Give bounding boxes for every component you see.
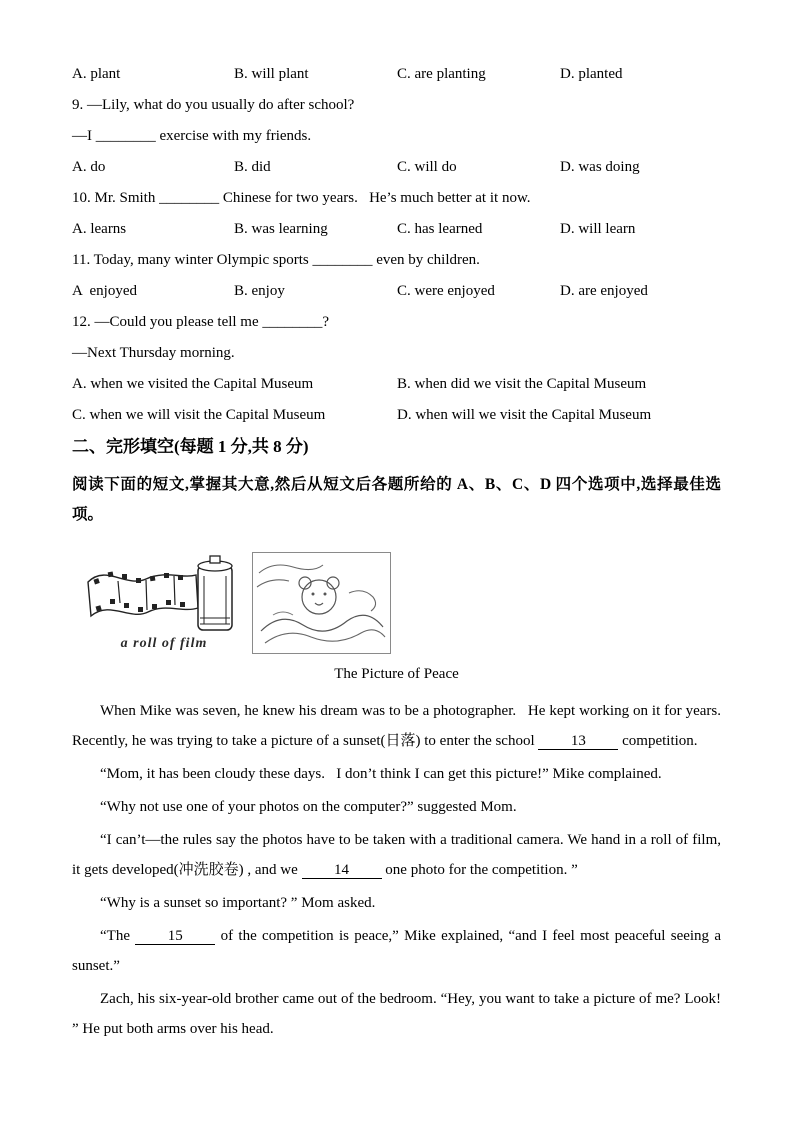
- film-roll-caption: a roll of film: [120, 636, 208, 651]
- question-10-text: 10. Mr. Smith ________ Chinese for two years. He’s much better at it now.: [72, 190, 531, 206]
- passage-text: competition.: [622, 733, 698, 749]
- passage-paragraph-1: [72, 696, 725, 756]
- option: C. when we will visit the Capital Museum: [72, 407, 326, 423]
- options-row-q10: [72, 219, 721, 239]
- passage-text: of the competition is peace,” Mike explained, “and I feel most peaceful seeing a sunset.”: [72, 928, 725, 974]
- film-roll-illustration: [84, 552, 244, 640]
- option: C. are planting: [397, 66, 486, 82]
- option: C. were enjoyed: [397, 283, 495, 299]
- options-row-q12-ab: [72, 374, 721, 394]
- sketch-figure: [252, 552, 391, 654]
- option: D. was doing: [560, 159, 640, 175]
- question-11-text: 11. Today, many winter Olympic sports ________ even by children.: [72, 252, 480, 268]
- options-row-q12-cd: [72, 405, 721, 425]
- option: A. do: [72, 159, 106, 175]
- passage-paragraph-6: [72, 921, 725, 981]
- passage-text: “I can’t—the rules say the photos have to be taken with a traditional camera. We hand in a roll of film, it gets developed(冲洗胶卷) , and we: [72, 832, 725, 878]
- blank-13: 13: [538, 733, 618, 750]
- passage-text: When Mike was seven, he knew his dream was to be a photographer. He kept working on it for years. Recently, he was trying to take a picture of a sunset(日落) to enter the school: [72, 703, 725, 749]
- passage-title: The Picture of Peace: [334, 666, 459, 682]
- option: D. when will we visit the Capital Museum: [397, 407, 652, 423]
- passage-text: one photo for the competition. ”: [385, 862, 578, 878]
- option: A. learns: [72, 221, 127, 237]
- passage-text: “The: [100, 928, 130, 944]
- option: C. will do: [397, 159, 457, 175]
- options-row-q8: [72, 64, 721, 84]
- question-12-answer-line: —Next Thursday morning.: [72, 345, 235, 361]
- option: B. will plant: [234, 66, 309, 82]
- option: B. was learning: [234, 221, 328, 237]
- question-12-text: 12. —Could you please tell me ________?: [72, 314, 330, 330]
- blank-14: 14: [302, 862, 382, 879]
- option: B. did: [234, 159, 271, 175]
- child-sketch-illustration: [253, 553, 390, 653]
- option: D. are enjoyed: [560, 283, 648, 299]
- illustrations-row: [84, 552, 721, 654]
- option: A enjoyed: [72, 283, 137, 299]
- question-9-text: 9. —Lily, what do you usually do after school?: [72, 97, 355, 113]
- blank-15: 15: [135, 928, 215, 945]
- section-instruction: 阅读下面的短文,掌握其大意,然后从短文后各题所给的 A、B、C、D 四个选项中,选择最佳选项。: [72, 476, 721, 523]
- option: C. has learned: [397, 221, 483, 237]
- section-heading: 二、完形填空(每题 1 分,共 8 分): [72, 437, 309, 456]
- option: B. when did we visit the Capital Museum: [397, 376, 647, 392]
- options-row-q9: [72, 157, 721, 177]
- option: A. when we visited the Capital Museum: [72, 376, 314, 392]
- passage-paragraph-7: Zach, his six-year-old brother came out of the bedroom. “Hey, you want to take a picture of me? Look! ” He put both arms over his head.: [72, 991, 725, 1037]
- film-roll-figure: [84, 552, 244, 652]
- option: D. will learn: [560, 221, 636, 237]
- passage-paragraph-4: [72, 825, 725, 885]
- options-row-q11: [72, 281, 721, 301]
- passage-paragraph-3: “Why not use one of your photos on the computer?” suggested Mom.: [100, 799, 517, 815]
- option: A. plant: [72, 66, 121, 82]
- option: B. enjoy: [234, 283, 285, 299]
- passage-paragraph-5: “Why is a sunset so important? ” Mom asked.: [100, 895, 376, 911]
- question-9-answer-line: —I ________ exercise with my friends.: [72, 128, 312, 144]
- passage-paragraph-2: “Mom, it has been cloudy these days. I don’t think I can get this picture!” Mike complained.: [100, 766, 662, 782]
- option: D. planted: [560, 66, 623, 82]
